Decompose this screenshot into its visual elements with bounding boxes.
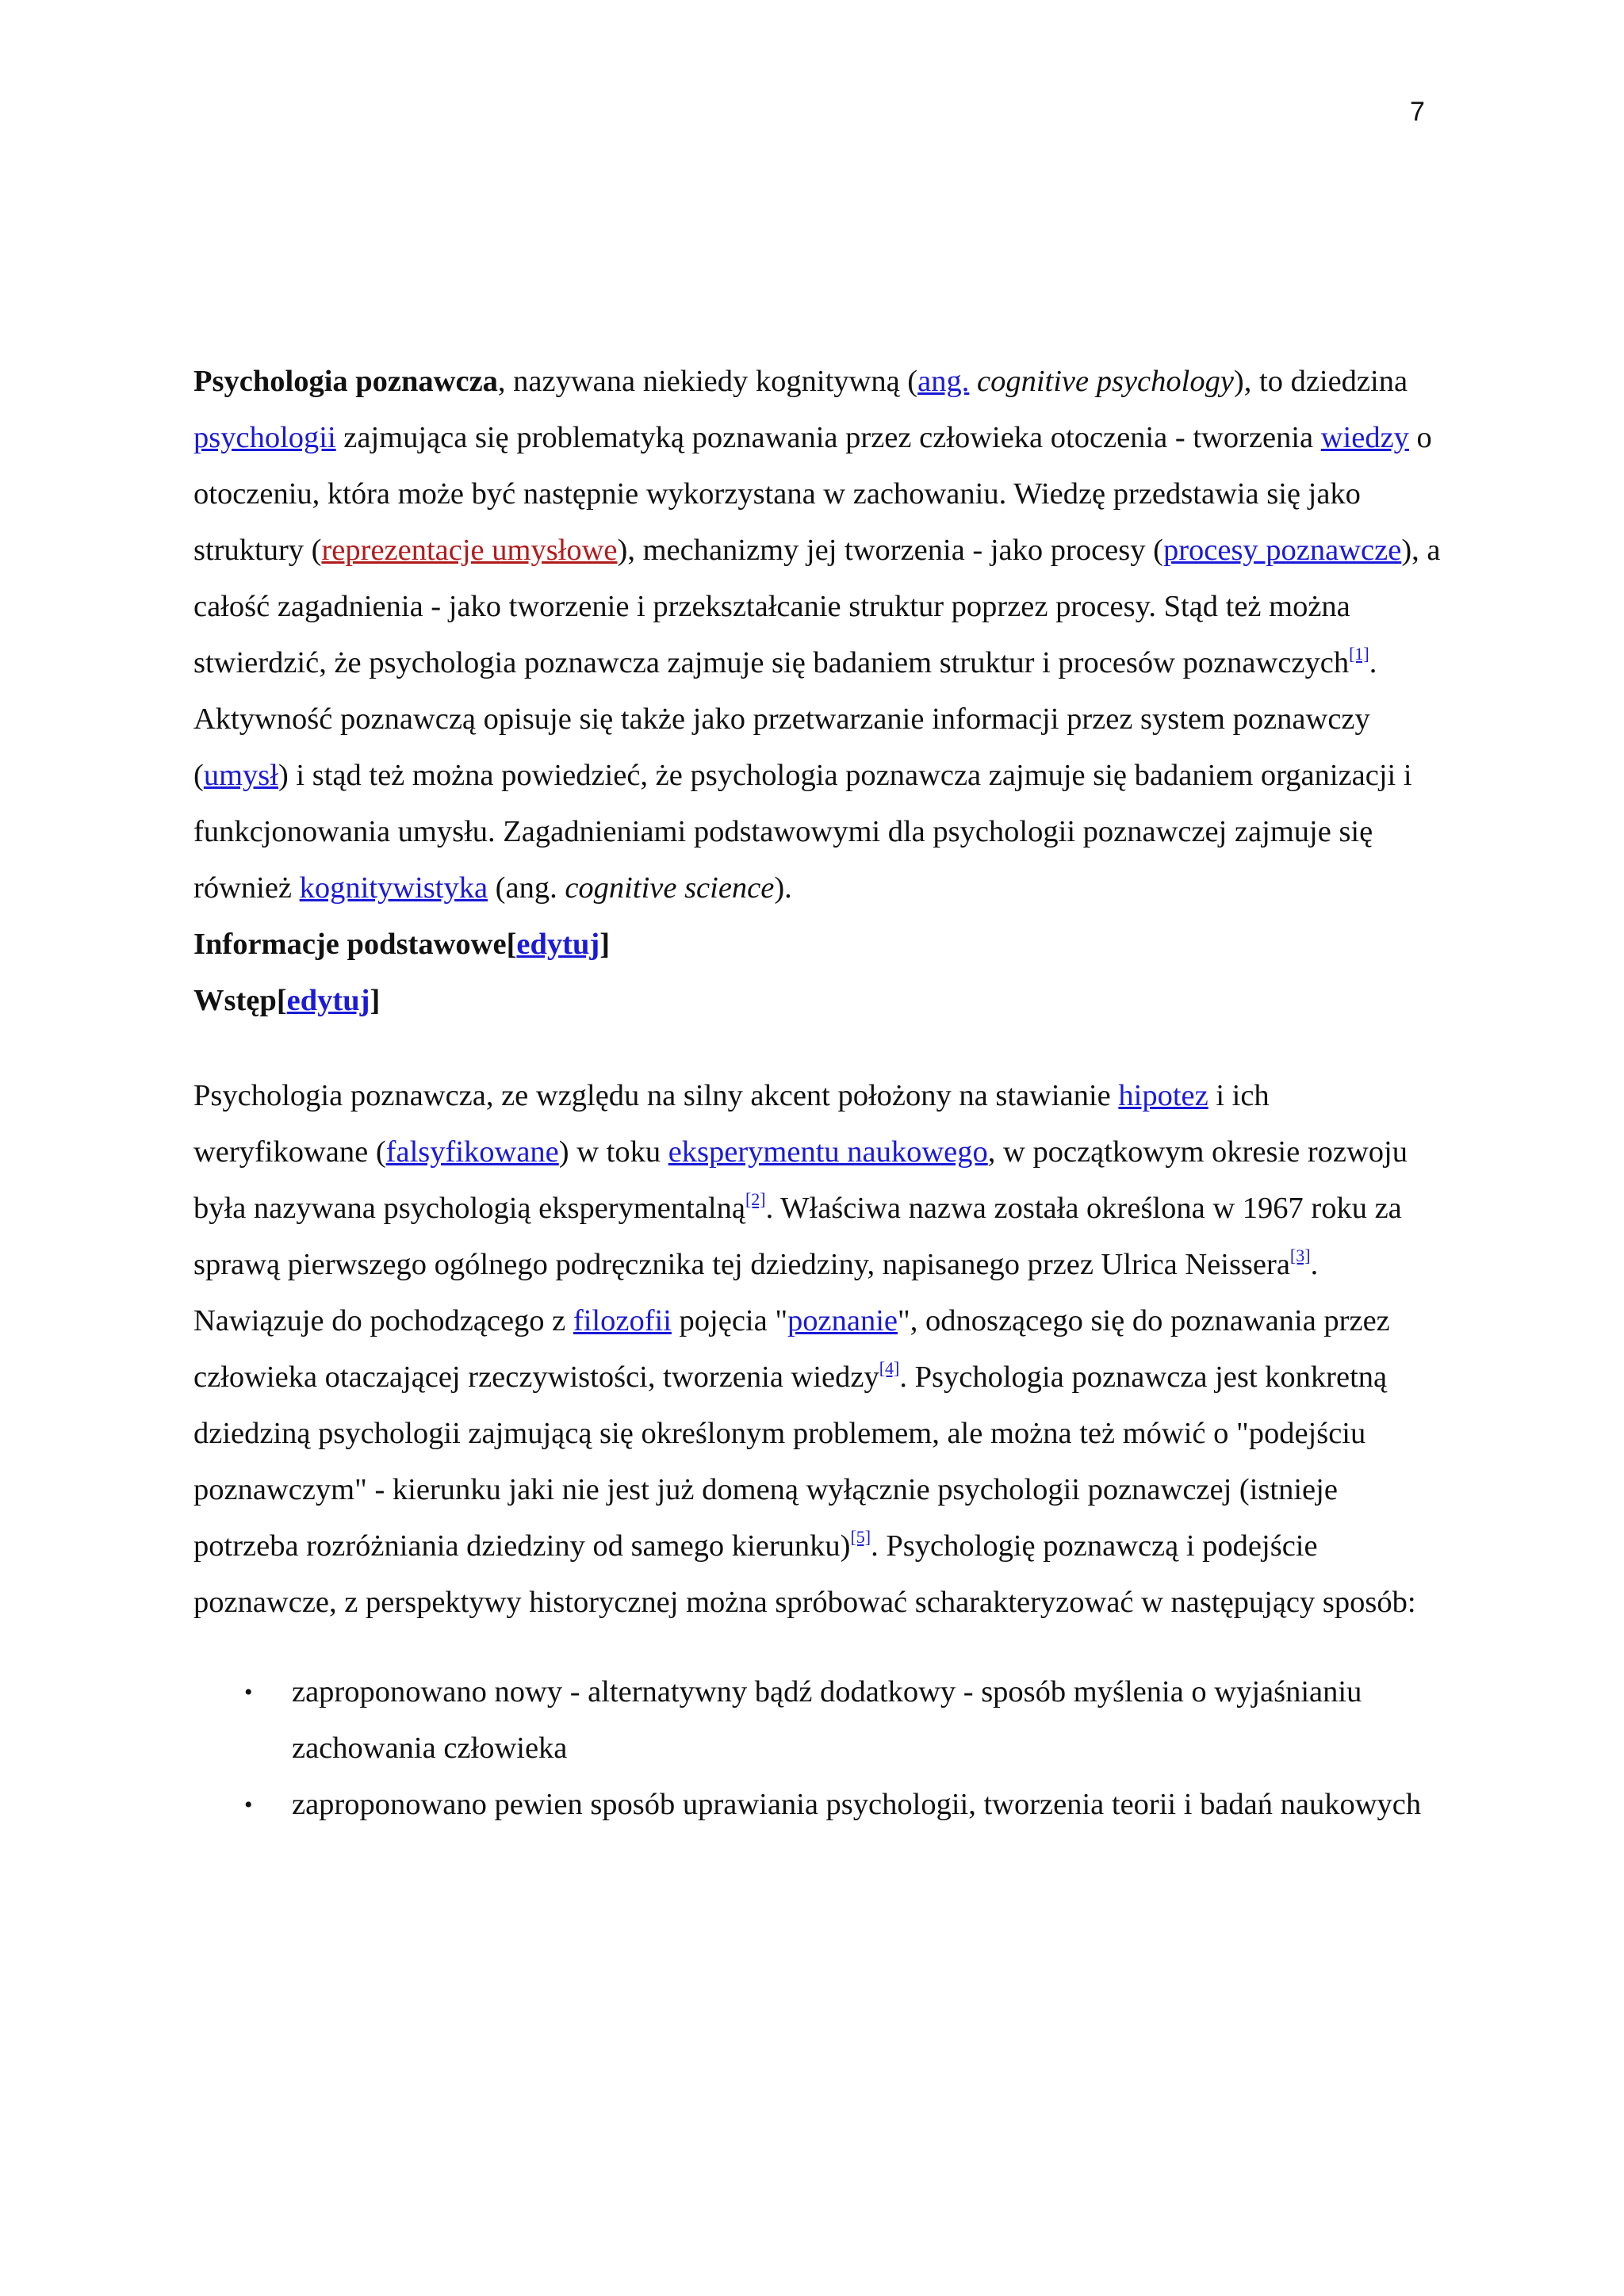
list-item-text: zaproponowano nowy - alternatywny bądź dodatkowy - sposób myślenia o wyjaśnianiu zachowania człowieka (292, 1675, 1362, 1765)
text-run: (ang. (488, 871, 565, 905)
link-wiedzy[interactable]: wiedzy (1320, 421, 1409, 454)
text-run: . Aktywność poznawczą opisuje się także jako przetwarzanie informacji przez system poznawczy ( (193, 646, 1377, 792)
text-run: ) w toku (558, 1135, 668, 1169)
bracket-close: ] (599, 928, 611, 961)
text-run: ", odnoszącego się do poznawania przez człowieka otaczającej rzeczywistości, tworzenia wiedzy (193, 1304, 1390, 1394)
reference-3 (1290, 1246, 1311, 1265)
heading-wstep (193, 973, 1446, 1029)
text-run: ), to dziedzina (1233, 365, 1408, 398)
reference-2 (745, 1189, 766, 1209)
heading-title: Informacje podstawowe (193, 928, 507, 961)
text-run: . Właściwa nazwa została określona w 1967 roku za sprawą pierwszego ogólnego podręcznika tej dziedziny, napisanego przez Ulrica Neissera (193, 1192, 1402, 1281)
bracket-close: ] (370, 984, 381, 1017)
link-umysl[interactable]: umysł (203, 759, 278, 792)
text-run: ), mechanizmy jej tworzenia - jako procesy ( (617, 534, 1163, 567)
text-run: , w początkowym okresie rozwoju była nazywana psychologią eksperymentalną (193, 1135, 1408, 1225)
link-eksperymentu-naukowego[interactable]: eksperymentu naukowego (668, 1135, 988, 1169)
text-run: pojęcia " (671, 1304, 788, 1337)
text-run (969, 365, 977, 398)
link-hipotez[interactable]: hipotez (1118, 1079, 1208, 1112)
text-run: o otoczeniu, która może być następnie wykorzystana w zachowaniu. Wiedzę przedstawia się jako struktury ( (193, 421, 1432, 567)
text-run: . Nawiązuje do pochodzącego z (193, 1248, 1319, 1337)
article-subject: Psychologia poznawcza (193, 365, 498, 398)
reference-1 (1349, 644, 1369, 664)
text-run: , nazywana niekiedy kognitywną ( (497, 365, 918, 398)
reference-link-5[interactable]: [5] (850, 1527, 871, 1547)
text-run: . Psychologię poznawczą i podejście poznawcze, z perspektywy historycznej można spróbować scharakteryzować w następujący sposób: (193, 1529, 1416, 1619)
term-cognitive-science: cognitive science (565, 871, 775, 905)
text-run: . Psychologia poznawcza jest konkretną dziedziną psychologii zajmującą się określonym problemem, ale można też mówić o "podejściu poznawczym" - kierunku jaki nie jest już domeną wyłącznie psychologii poznawczej (istnieje potrzeba rozróżniania dziedziny od samego kierunku) (193, 1360, 1388, 1563)
term-cognitive-psychology: cognitive psychology (976, 365, 1234, 398)
link-kognitywistyka[interactable]: kognitywistyka (299, 871, 488, 905)
bullet-icon: • (244, 1792, 253, 1818)
list-item-text: zaproponowano pewien sposób uprawiania psychologii, tworzenia teorii i badań naukowych (292, 1788, 1422, 1821)
edit-link-informacje[interactable]: edytuj (516, 928, 600, 961)
intro-paragraph (193, 354, 1446, 916)
text-run: ), a całość zagadnienia - jako tworzenie i przekształcanie struktur poprzez procesy. Stąd też można stwierdzić, że psychologia poznawcza zajmuje się badaniem struktur i procesów poznawczych (193, 534, 1441, 679)
page-number: 7 (1410, 97, 1425, 127)
bracket-open: [ (506, 928, 517, 961)
link-poznanie[interactable]: poznanie (787, 1304, 898, 1337)
reference-link-4[interactable]: [4] (879, 1358, 900, 1378)
bullet-list (193, 1664, 1446, 1833)
reference-link-3[interactable]: [3] (1289, 1246, 1311, 1265)
bracket-open: [ (276, 984, 287, 1017)
link-ang[interactable]: ang. (917, 365, 970, 398)
link-procesy-poznawcze[interactable]: procesy poznawcze (1162, 534, 1402, 567)
link-reprezentacje-umyslowe[interactable]: reprezentacje umysłowe (321, 534, 618, 567)
text-run: Psychologia poznawcza, ze względu na silny akcent położony na stawianie (193, 1079, 1119, 1112)
link-psychologii[interactable]: psychologii (193, 421, 336, 454)
reference-link-2[interactable]: [2] (745, 1189, 766, 1209)
bullet-icon: • (244, 1679, 253, 1705)
link-filozofii[interactable]: filozofii (573, 1304, 672, 1337)
link-falsyfikowane[interactable]: falsyfikowane (385, 1135, 559, 1169)
text-run: zajmująca się problematyką poznawania przez człowieka otoczenia - tworzenia (335, 421, 1321, 454)
list-item (193, 1664, 1446, 1777)
text-run: ). (774, 871, 792, 905)
text-run: ) i stąd też można powiedzieć, że psychologia poznawcza zajmuje się badaniem organizacji i funkcjonowania umysłu. Zagadnieniami podstawowymi dla psychologii poznawczej zajmuje się również (193, 759, 1412, 905)
article-content (193, 354, 1446, 1833)
wstep-paragraph (193, 1068, 1446, 1631)
reference-link-1[interactable]: [1] (1349, 644, 1369, 664)
list-item (193, 1777, 1446, 1833)
reference-4 (879, 1358, 900, 1378)
text-run: i ich weryfikowane ( (193, 1079, 1270, 1169)
heading-informacje-podstawowe (193, 916, 1446, 973)
reference-5 (850, 1527, 871, 1547)
edit-link-wstep[interactable]: edytuj (286, 984, 370, 1017)
heading-title: Wstęp (193, 984, 277, 1017)
